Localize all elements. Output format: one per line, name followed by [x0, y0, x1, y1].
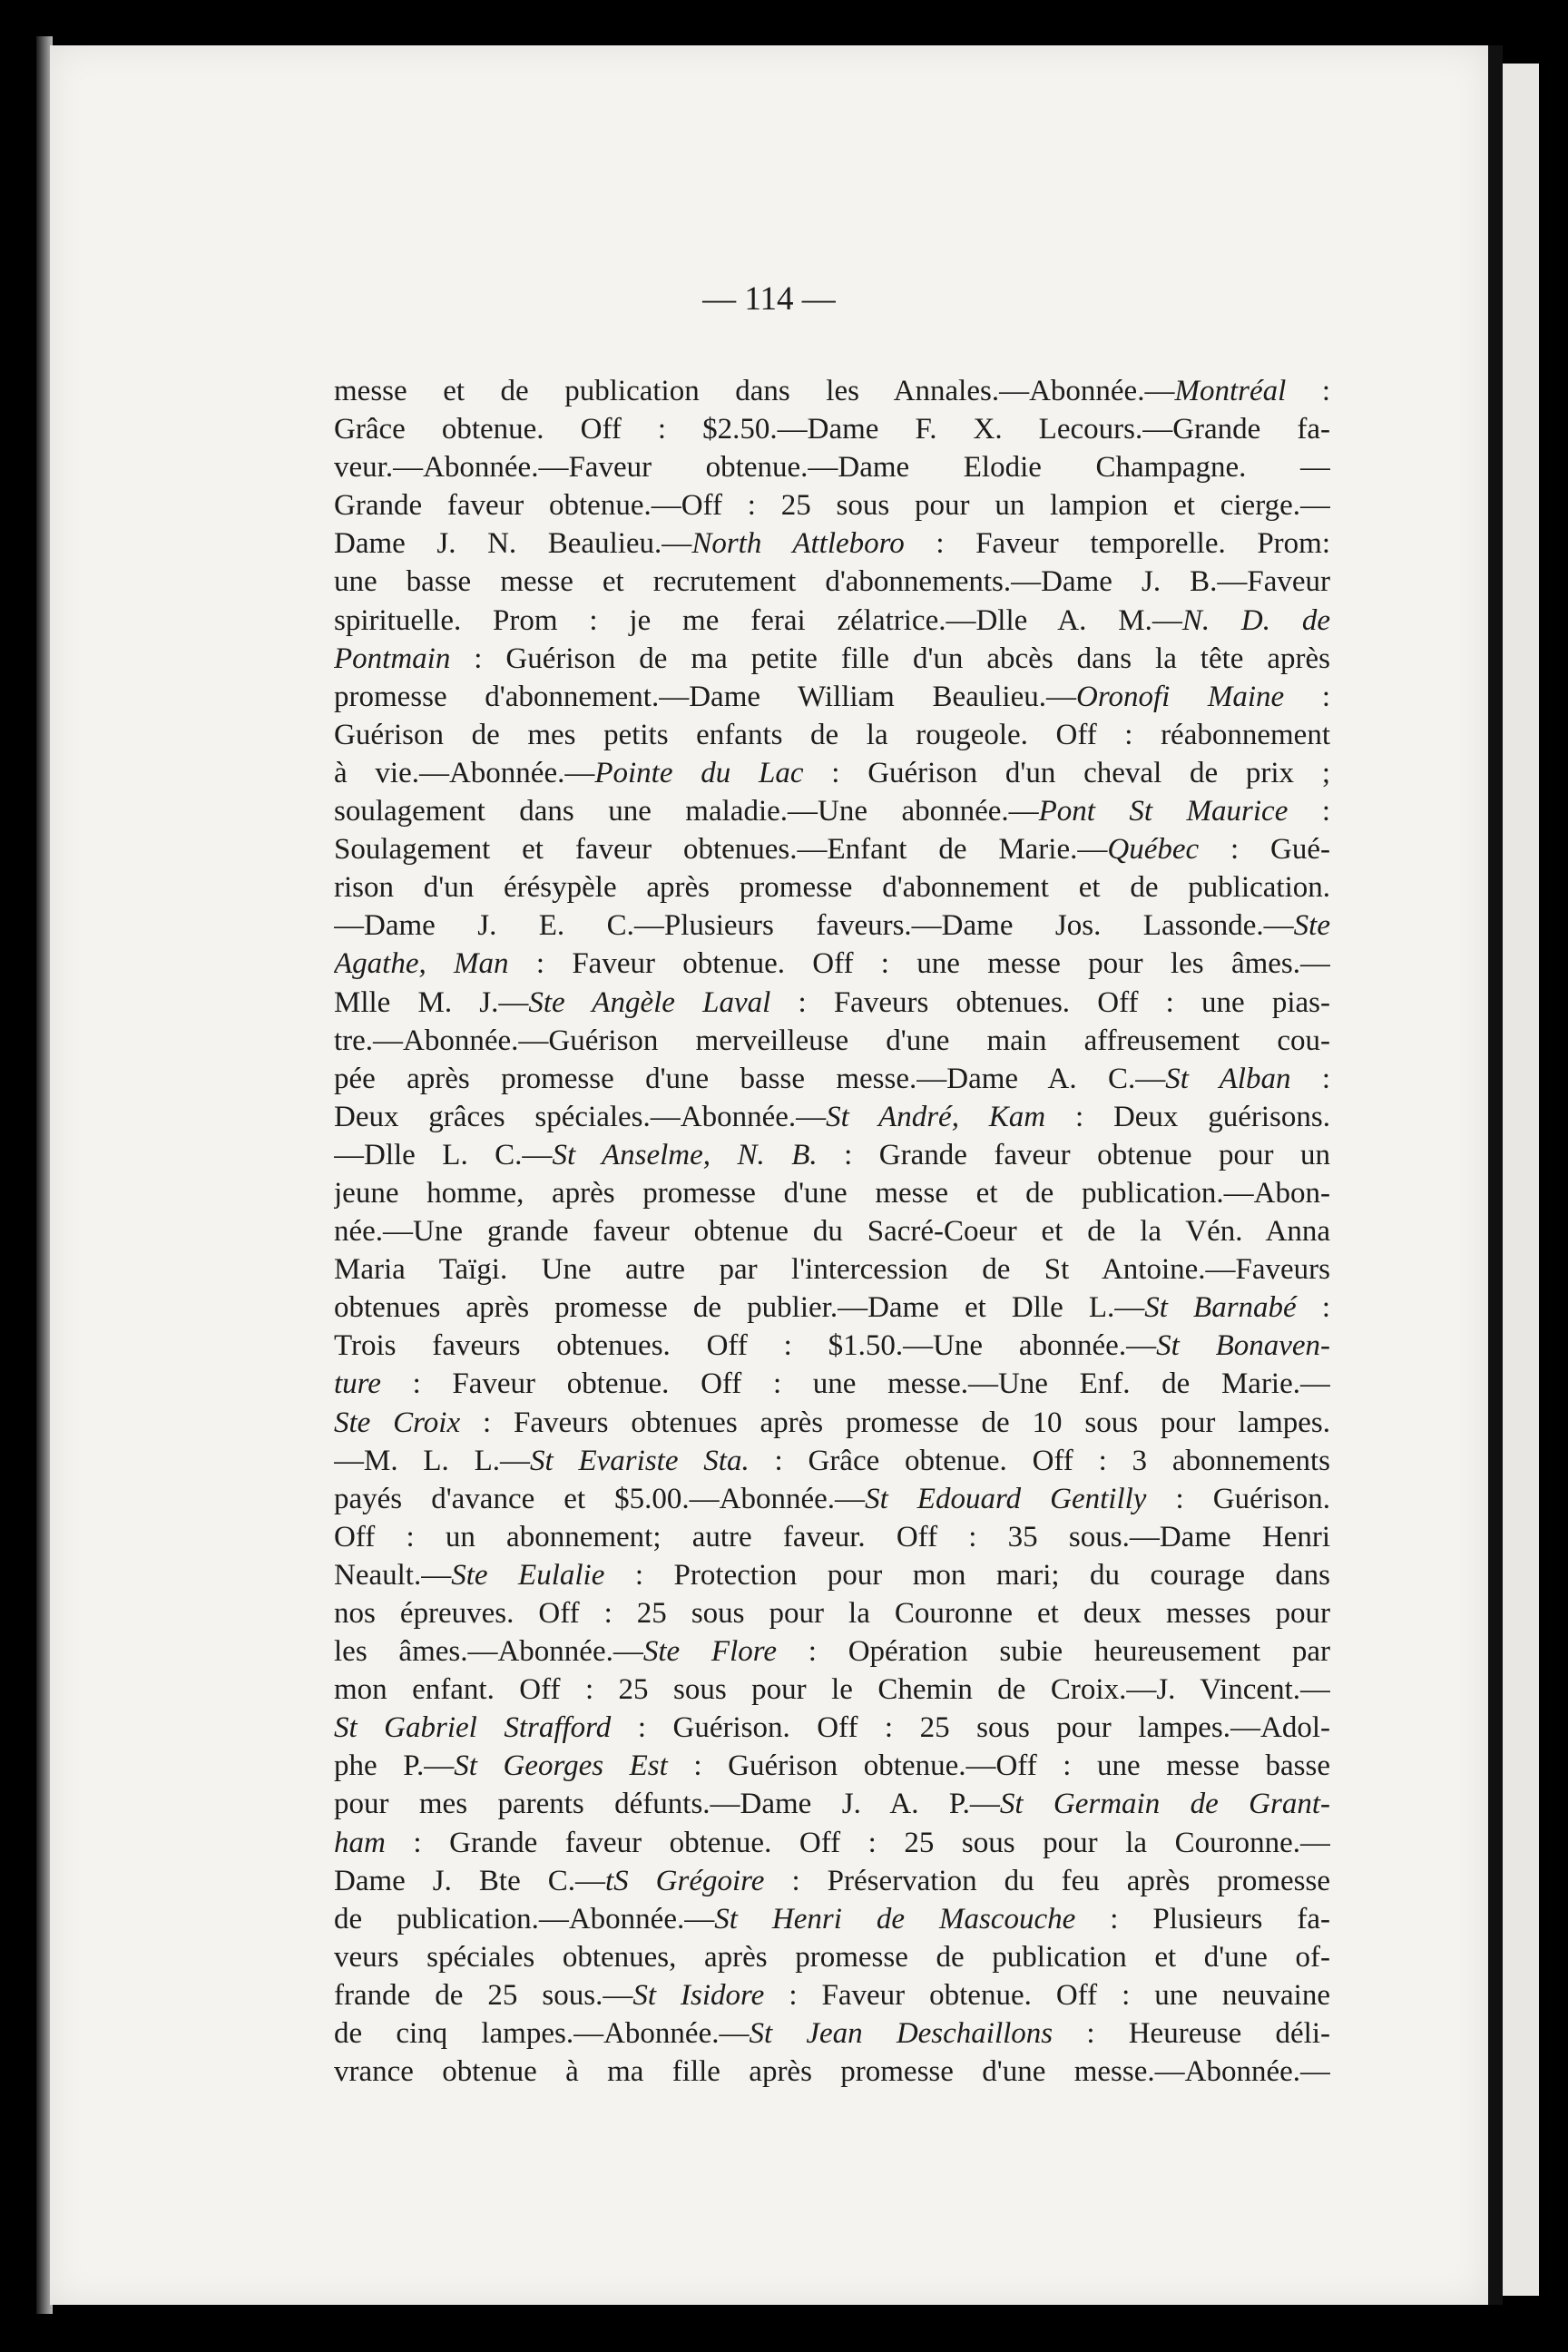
text-line: une basse messe et recrutement d'abonnements.—Dame J. B.—Faveur	[334, 565, 1330, 599]
text-line: jeune homme, après promesse d'une messe et de publication.—Abon-	[334, 1176, 1330, 1210]
text-line: Guérison de mes petits enfants de la rougeole. Off : réabonnement	[334, 718, 1330, 751]
text-line: Agathe, Man : Faveur obtenue. Off : une messe pour les âmes.—	[334, 947, 1330, 981]
text-line: obtenues après promesse de publier.—Dame et Dlle L.—St Barnabé :	[334, 1291, 1330, 1325]
text-line: soulagement dans une maladie.—Une abonnée.—Pont St Maurice :	[334, 795, 1330, 828]
text-line: à vie.—Abonnée.—Pointe du Lac : Guérison d'un cheval de prix ;	[334, 756, 1330, 789]
text-line: payés d'avance et $5.00.—Abonnée.—St Edouard Gentilly : Guérison.	[334, 1482, 1330, 1515]
text-line: ture : Faveur obtenue. Off : une messe.—Une Enf. de Marie.—	[334, 1367, 1330, 1401]
text-line: —M. L. L.—St Evariste Sta. : Grâce obtenue. Off : 3 abonnements	[334, 1444, 1330, 1477]
text-line: veurs spéciales obtenues, après promesse de publication et d'une of-	[334, 1940, 1330, 1974]
text-line: Mlle M. J.—Ste Angèle Laval : Faveurs obtenues. Off : une pias-	[334, 985, 1330, 1019]
text-line: spirituelle. Prom : je me ferai zélatrice.—Dlle A. M.—N. D. de	[334, 603, 1330, 637]
text-line: Pontmain : Guérison de ma petite fille d'un abcès dans la tête après	[334, 642, 1330, 675]
page-number: — 114 —	[702, 280, 836, 318]
text-line: les âmes.—Abonnée.—Ste Flore : Opération subie heureusement par	[334, 1635, 1330, 1669]
text-line: Ste Croix : Faveurs obtenues après promesse de 10 sous pour lampes.	[334, 1406, 1330, 1439]
text-line: de cinq lampes.—Abonnée.—St Jean Deschaillons : Heureuse déli-	[334, 2017, 1330, 2051]
text-line: Grande faveur obtenue.—Off : 25 sous pour un lampion et cierge.—	[334, 489, 1330, 523]
text-line: veur.—Abonnée.—Faveur obtenue.—Dame Elodie Champagne. —	[334, 451, 1330, 485]
text-line: pour mes parents défunts.—Dame J. A. P.—St Germain de Grant-	[334, 1788, 1330, 1821]
text-line: Trois faveurs obtenues. Off : $1.50.—Une abonnée.—St Bonaven-	[334, 1329, 1330, 1363]
right-binding-shadow	[1488, 45, 1503, 2305]
text-line: frande de 25 sous.—St Isidore : Faveur obtenue. Off : une neuvaine	[334, 1978, 1330, 2012]
text-line: —Dlle L. C.—St Anselme, N. B. : Grande faveur obtenue pour un	[334, 1138, 1330, 1171]
text-line: Deux grâces spéciales.—Abonnée.—St André, Kam : Deux guérisons.	[334, 1100, 1330, 1133]
text-line: —Dame J. E. C.—Plusieurs faveurs.—Dame Jos. Lassonde.—Ste	[334, 909, 1330, 943]
text-line: Grâce obtenue. Off : $2.50.—Dame F. X. Lecours.—Grande fa-	[334, 413, 1330, 446]
book-page	[50, 45, 1488, 2305]
text-line: vrance obtenue à ma fille après promesse d'une messe.—Abonnée.—	[334, 2055, 1330, 2089]
text-line: tre.—Abonnée.—Guérison merveilleuse d'une main affreusement cou-	[334, 1024, 1330, 1057]
text-line: née.—Une grande faveur obtenue du Sacré-Coeur et de la Vén. Anna	[334, 1215, 1330, 1249]
text-line: Soulagement et faveur obtenues.—Enfant de Marie.—Québec : Gué-	[334, 833, 1330, 867]
text-line: Maria Taïgi. Une autre par l'intercession de St Antoine.—Faveurs	[334, 1253, 1330, 1287]
text-line: Off : un abonnement; autre faveur. Off : 35 sous.—Dame Henri	[334, 1520, 1330, 1553]
text-line: St Gabriel Strafford : Guérison. Off : 25 sous pour lampes.—Adol-	[334, 1711, 1330, 1745]
text-line: ham : Grande faveur obtenue. Off : 25 sous pour la Couronne.—	[334, 1826, 1330, 1859]
text-line: de publication.—Abonnée.—St Henri de Mascouche : Plusieurs fa-	[334, 1902, 1330, 1936]
text-line: Dame J. N. Beaulieu.—North Attleboro : Faveur temporelle. Prom:	[334, 527, 1330, 561]
text-line: Dame J. Bte C.—tS Grégoire : Préservation du feu après promesse	[334, 1864, 1330, 1897]
text-line: rison d'un érésypèle après promesse d'abonnement et de publication.	[334, 871, 1330, 905]
text-line: messe et de publication dans les Annales.—Abonnée.—Montréal :	[334, 375, 1330, 407]
text-line: phe P.—St Georges Est : Guérison obtenue.—Off : une messe basse	[334, 1749, 1330, 1783]
text-line: nos épreuves. Off : 25 sous pour la Couronne et deux messes pour	[334, 1597, 1330, 1630]
text-line: Neault.—Ste Eulalie : Protection pour mon mari; du courage dans	[334, 1558, 1330, 1592]
text-line: mon enfant. Off : 25 sous pour le Chemin de Croix.—J. Vincent.—	[334, 1673, 1330, 1707]
page-body-text	[334, 372, 1330, 2091]
text-line: promesse d'abonnement.—Dame William Beaulieu.—Oronofi Maine :	[334, 680, 1330, 713]
text-line: pée après promesse d'une basse messe.—Dame A. C.—St Alban :	[334, 1062, 1330, 1095]
next-page-edge	[1503, 64, 1539, 2296]
